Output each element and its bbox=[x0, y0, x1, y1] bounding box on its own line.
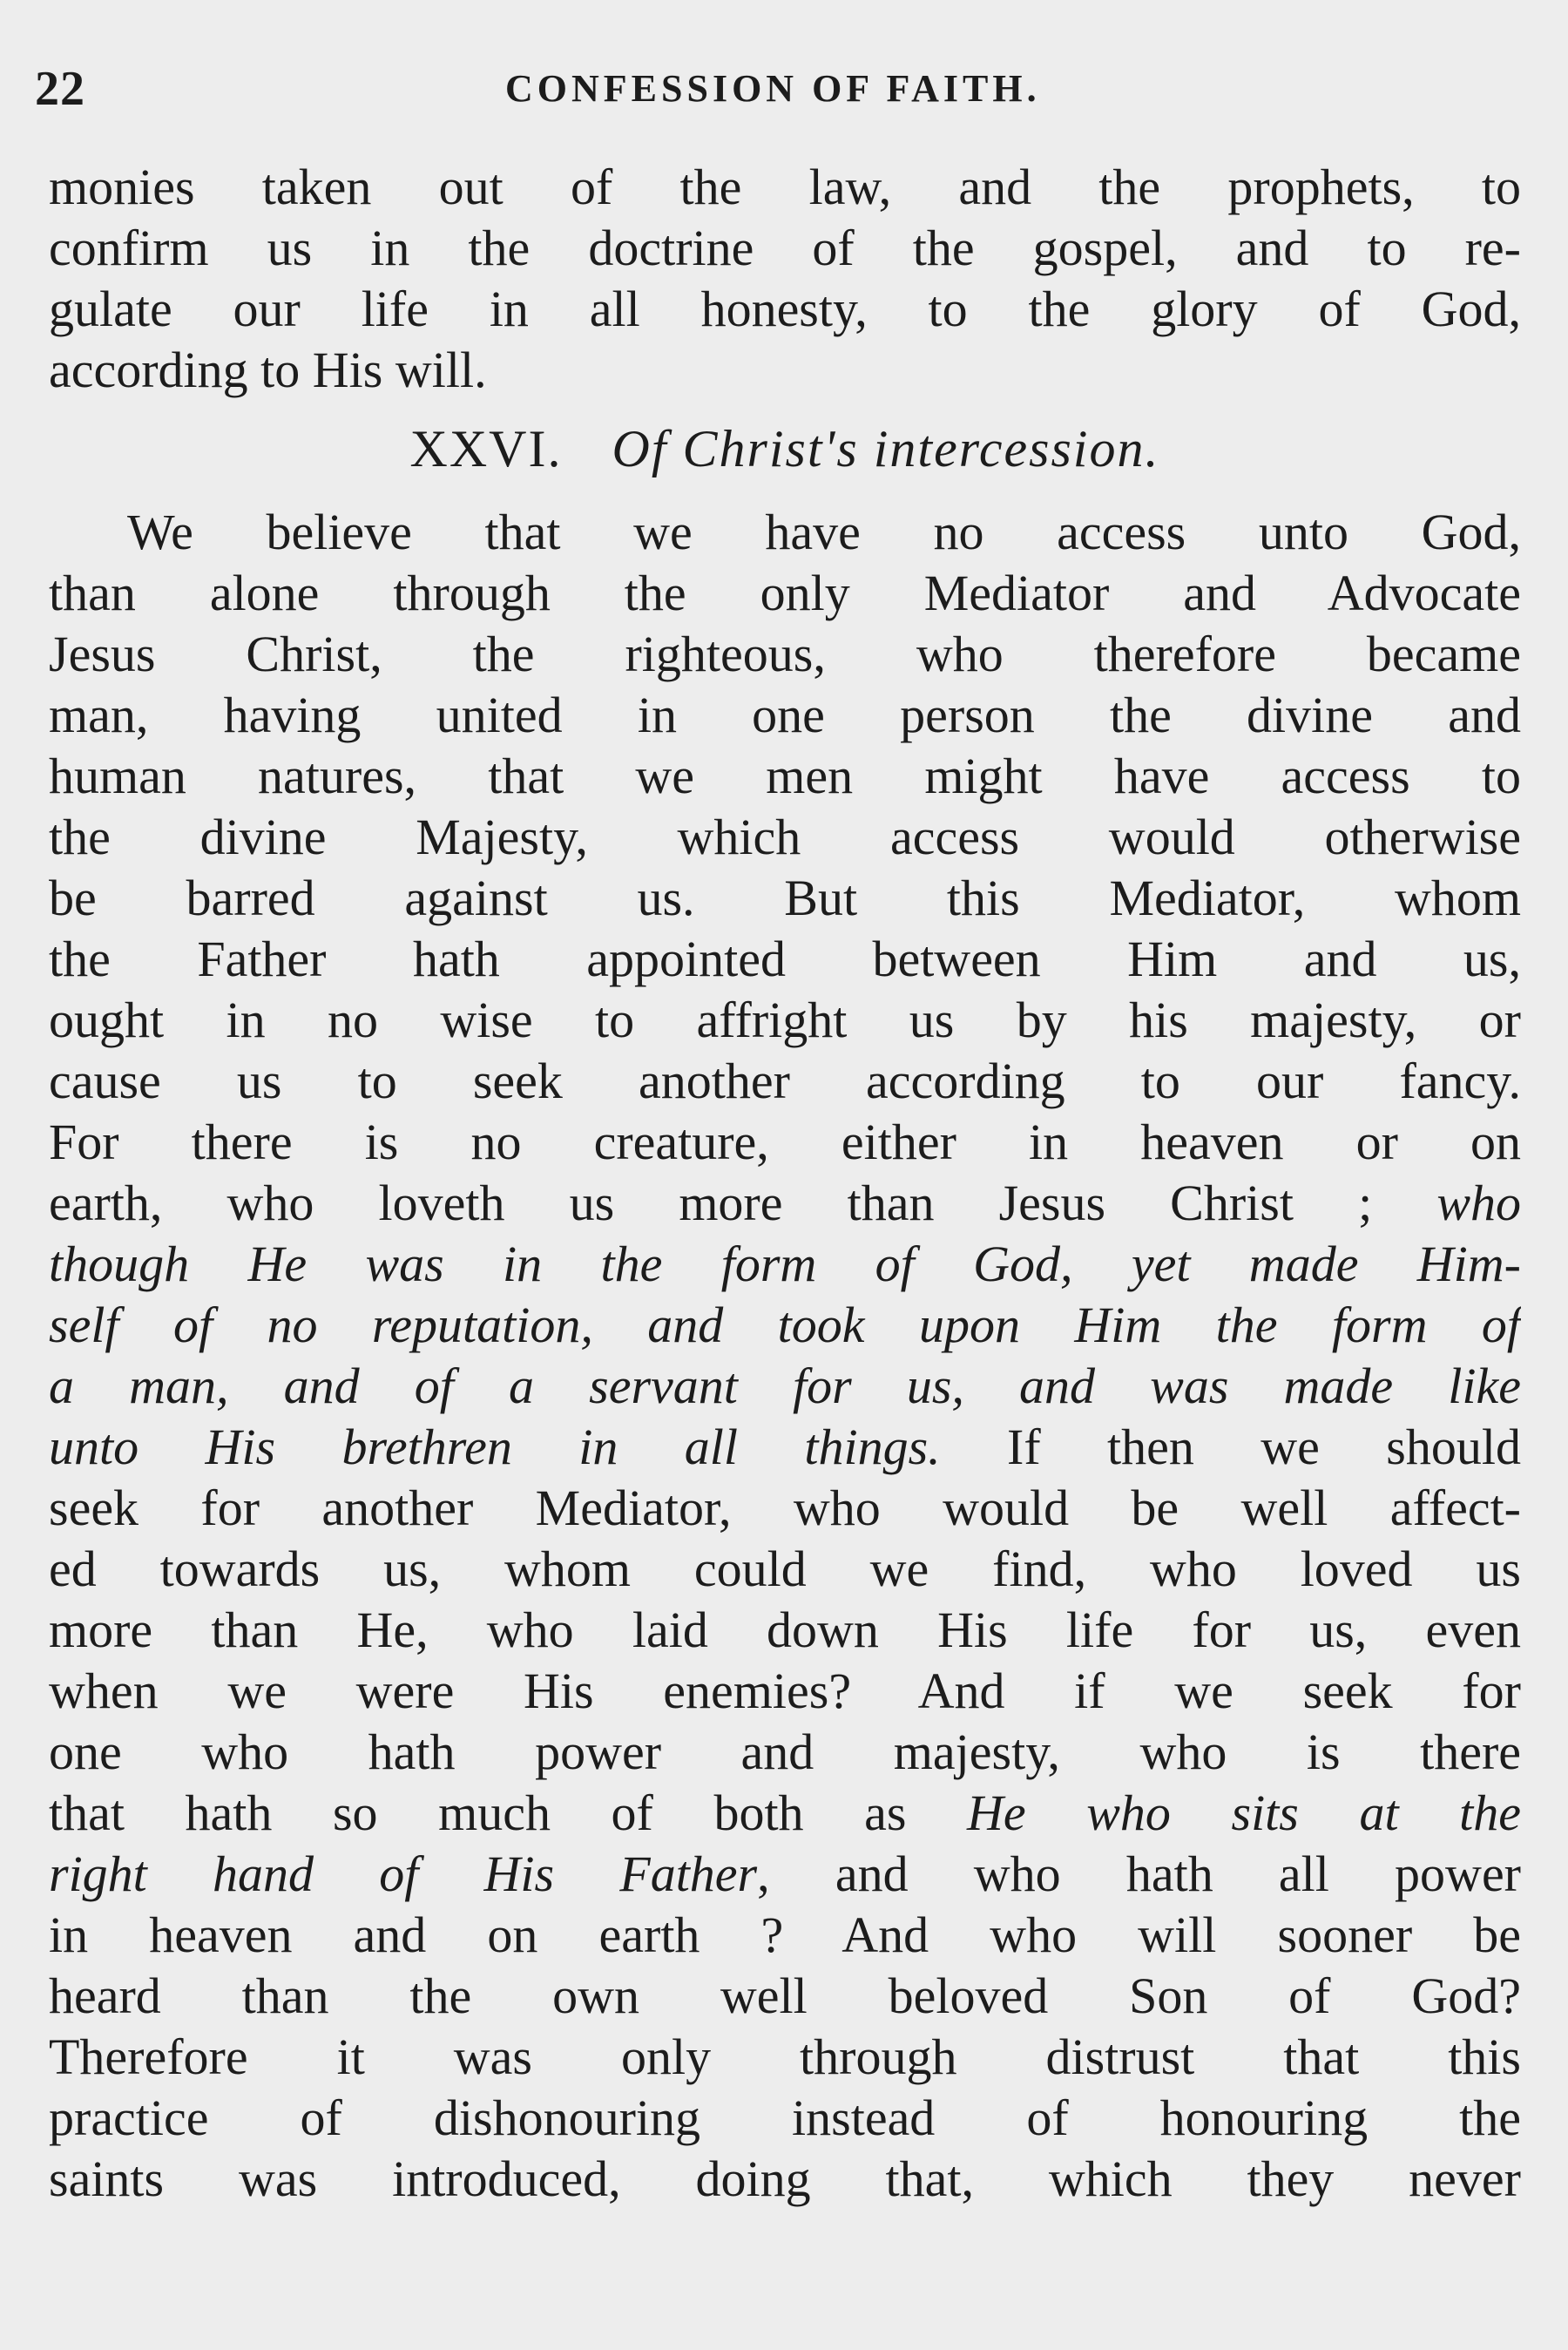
text-line bbox=[49, 2027, 1521, 2088]
text-run: For there is no creature, either in heaven or on bbox=[49, 1114, 1521, 1170]
text-line bbox=[49, 1600, 1521, 1661]
section-heading bbox=[49, 415, 1521, 483]
text-line bbox=[49, 563, 1521, 624]
text-run: We believe that we have no access unto God, bbox=[127, 504, 1521, 560]
text-run: the Father hath appointed between Him and us, bbox=[49, 931, 1521, 987]
text-run: ought in no wise to affright us by his majesty, or bbox=[49, 992, 1521, 1048]
text-run: man, having united in one person the divine and bbox=[49, 687, 1521, 743]
italic-run: who bbox=[1436, 1175, 1521, 1231]
text-run: practice of dishonouring instead of honouring the bbox=[49, 2089, 1521, 2146]
text-line bbox=[49, 1173, 1521, 1234]
text-run: ed towards us, whom could we find, who loved us bbox=[49, 1541, 1521, 1597]
text-line bbox=[49, 1417, 1521, 1478]
section-numeral: XXVI. bbox=[409, 420, 563, 477]
text-line bbox=[49, 1234, 1521, 1295]
text-run: heard than the own well beloved Son of God? bbox=[49, 1967, 1521, 2024]
italic-run: self of no reputation, and took upon Him the form of bbox=[49, 1297, 1521, 1353]
italic-run: though He was in the form of God, yet made Him- bbox=[49, 1236, 1521, 1292]
text-line bbox=[49, 868, 1521, 929]
text-run: seek for another Mediator, who would be well affect- bbox=[49, 1480, 1521, 1536]
text-run: earth, who loveth us more than Jesus Christ ; bbox=[49, 1175, 1437, 1231]
text-run: cause us to seek another according to our fancy. bbox=[49, 1053, 1521, 1109]
continuation-paragraph bbox=[49, 157, 1521, 401]
text-line: gulate our life in all honesty, to the glory of God, bbox=[49, 281, 1521, 337]
text-run: be barred against us. But this Mediator, whom bbox=[49, 870, 1521, 926]
text-line: according to His will. bbox=[49, 342, 487, 398]
text-run: Therefore it was only through distrust that this bbox=[49, 2028, 1521, 2085]
text-run: when we were His enemies? And if we seek for bbox=[49, 1663, 1521, 1719]
running-head: CONFESSION OF FAITH. bbox=[505, 67, 1041, 110]
text-line bbox=[49, 807, 1521, 868]
italic-run: right hand of His Father bbox=[49, 1845, 758, 1902]
text-run: one who hath power and majesty, who is there bbox=[49, 1724, 1521, 1780]
text-line bbox=[49, 1722, 1521, 1783]
text-line bbox=[49, 1295, 1521, 1356]
text-line bbox=[49, 1539, 1521, 1600]
text-line bbox=[49, 2088, 1521, 2149]
text-run: Jesus Christ, the righteous, who therefore became bbox=[49, 626, 1521, 682]
text-line bbox=[49, 1844, 1521, 1905]
text-line bbox=[49, 624, 1521, 685]
text-run: , and who hath all power bbox=[757, 1845, 1521, 1902]
page-number: 22 bbox=[35, 62, 85, 116]
text-line: confirm us in the doctrine of the gospel, and to re- bbox=[49, 220, 1521, 276]
italic-run: unto His brethren in all things. bbox=[49, 1419, 941, 1475]
text-run: more than He, who laid down His life for us, even bbox=[49, 1602, 1521, 1658]
text-line bbox=[49, 502, 1521, 563]
text-line bbox=[49, 1051, 1521, 1112]
text-line bbox=[49, 1112, 1521, 1173]
text-run: that hath so much of both as bbox=[49, 1785, 968, 1841]
article-paragraph bbox=[49, 502, 1521, 2210]
text-line bbox=[49, 746, 1521, 807]
section-title: Of Christ's intercession. bbox=[612, 420, 1160, 477]
italic-run: He who sits at the bbox=[967, 1785, 1521, 1841]
text-run: saints was introduced, doing that, which they never bbox=[49, 2150, 1521, 2207]
text-line bbox=[49, 685, 1521, 746]
page-header bbox=[35, 61, 1533, 131]
text-line bbox=[49, 2149, 1521, 2210]
text-line: monies taken out of the law, and the prophets, to bbox=[49, 159, 1521, 215]
text-line bbox=[49, 929, 1521, 990]
page-text bbox=[49, 157, 1521, 2210]
text-run: human natures, that we men might have access to bbox=[49, 748, 1521, 804]
text-run: in heaven and on earth ? And who will sooner be bbox=[49, 1906, 1521, 1963]
text-line bbox=[49, 1478, 1521, 1539]
text-run: the divine Majesty, which access would otherwise bbox=[49, 809, 1521, 865]
text-line bbox=[49, 1356, 1521, 1417]
text-line bbox=[49, 1966, 1521, 2027]
italic-run: a man, and of a servant for us, and was made like bbox=[49, 1358, 1521, 1414]
text-line bbox=[49, 1905, 1521, 1966]
text-line bbox=[49, 1661, 1521, 1722]
text-run: If then we should bbox=[940, 1419, 1521, 1475]
text-line bbox=[49, 1783, 1521, 1844]
text-line bbox=[49, 990, 1521, 1051]
text-run: than alone through the only Mediator and Advocate bbox=[49, 565, 1521, 621]
